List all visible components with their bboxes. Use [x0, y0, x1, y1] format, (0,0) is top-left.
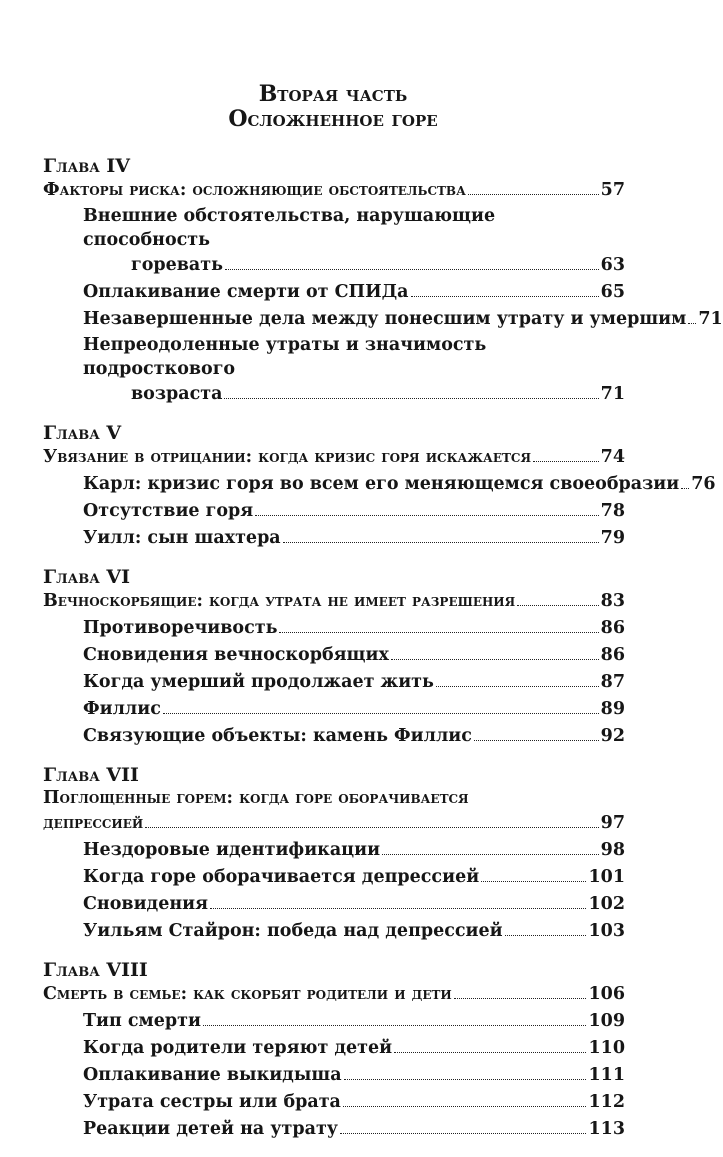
page-number: 97: [600, 813, 625, 833]
page-number: 78: [600, 501, 625, 521]
chapter-title: Увязание в отрицании: когда кризис горя искажается: [43, 447, 532, 467]
entry-title: Незавершенные дела между понесшим утрату и умершим: [83, 309, 687, 329]
dot-leader: [343, 1106, 587, 1107]
toc-entry[interactable]: [43, 669, 625, 696]
entry-title: Утрата сестры или брата: [83, 1092, 341, 1112]
entry-title: Когда родители теряют детей: [83, 1038, 393, 1058]
dot-leader: [382, 854, 599, 855]
dot-leader: [454, 998, 587, 999]
chapter-6: [43, 566, 625, 750]
dot-leader: [481, 881, 586, 882]
chapter-title: Смерть в семье: как скорбят родители и дети: [43, 984, 452, 1004]
page-number: 71: [698, 309, 723, 329]
toc-entry[interactable]: [43, 498, 625, 525]
entry-title: Связующие объекты: камень Филлис: [83, 726, 472, 746]
chapter-title: Факторы риска: осложняющие обстоятельства: [43, 180, 466, 200]
page-number: 86: [600, 618, 625, 638]
toc-entry[interactable]: [43, 252, 625, 279]
entry-title: Сновидения: [83, 894, 209, 914]
part-header: [0, 82, 666, 132]
entry-title: Сновидения вечноскорбящих: [83, 645, 389, 665]
page-number: 89: [600, 699, 625, 719]
toc-entry[interactable]: [43, 1062, 625, 1089]
dot-leader: [163, 713, 599, 714]
dot-leader: [255, 515, 598, 516]
entry-title: Противоречивость: [83, 618, 278, 638]
toc-entry[interactable]: [43, 1116, 625, 1143]
entry-title: Когда горе оборачивается депрессией: [83, 867, 480, 887]
entry-title: Реакции детей на утрату: [83, 1119, 339, 1139]
dot-leader: [517, 605, 598, 606]
page-number: 110: [588, 1038, 625, 1058]
page-number: 103: [588, 921, 625, 941]
page-number: 109: [588, 1011, 625, 1031]
toc-entry[interactable]: [43, 723, 625, 750]
dot-leader: [145, 827, 598, 828]
entry-title: Оплакивание смерти от СПИДа: [83, 282, 409, 302]
chapter-7: [43, 764, 625, 945]
toc-entry[interactable]: [43, 891, 625, 918]
entry-title: горевать: [131, 255, 223, 275]
page-number: 83: [600, 591, 625, 611]
entry-title: Отсутствие горя: [83, 501, 254, 521]
page-number: 74: [600, 447, 625, 467]
toc-entry[interactable]: [43, 279, 625, 306]
toc-entry[interactable]: [43, 1008, 625, 1035]
page-number: 101: [588, 867, 625, 887]
chapter-title-row[interactable]: [43, 444, 625, 471]
entry-title: Уильям Стайрон: победа над депрессией: [83, 921, 503, 941]
page-number: 63: [600, 255, 625, 275]
page-number: 76: [691, 474, 716, 494]
entry-title: Нездоровые идентификации: [83, 840, 381, 860]
chapter-5: [43, 422, 716, 552]
dot-leader: [344, 1079, 587, 1080]
chapter-label: Глава IV: [43, 155, 131, 177]
chapter-title-line[interactable]: Поглощенные горем: когда горе оборачивается: [43, 788, 469, 808]
chapter-4: [43, 155, 723, 408]
page-number: 87: [600, 672, 625, 692]
chapter-title-row[interactable]: [43, 981, 625, 1008]
toc-entry[interactable]: [43, 615, 625, 642]
chapter-8: [43, 959, 625, 1143]
page-number: 92: [600, 726, 625, 746]
toc-entry[interactable]: [43, 918, 625, 945]
page-number: 65: [600, 282, 625, 302]
dot-leader: [411, 296, 599, 297]
toc-entry[interactable]: [43, 306, 723, 333]
dot-leader: [505, 935, 587, 936]
toc-entry[interactable]: [43, 837, 625, 864]
chapter-label: Глава VII: [43, 764, 139, 786]
chapter-label: Глава V: [43, 422, 122, 444]
dot-leader: [279, 632, 598, 633]
page-number: 106: [588, 984, 625, 1004]
entry-title: Уилл: сын шахтера: [83, 528, 281, 548]
dot-leader: [391, 659, 599, 660]
toc-entry[interactable]: [43, 1035, 625, 1062]
toc-entry[interactable]: [43, 696, 625, 723]
entry-title: Тип смерти: [83, 1011, 201, 1031]
toc-entry[interactable]: [43, 525, 625, 552]
dot-leader: [224, 398, 598, 399]
toc-entry[interactable]: [43, 381, 625, 408]
dot-leader: [681, 488, 689, 489]
dot-leader: [474, 740, 599, 741]
dot-leader: [203, 1025, 587, 1026]
dot-leader: [340, 1133, 586, 1134]
entry-title: Карл: кризис горя во всем его меняющемся своеобразии: [83, 474, 680, 494]
page-number: 102: [588, 894, 625, 914]
chapter-title: депрессией: [43, 813, 144, 833]
page-number: 79: [600, 528, 625, 548]
chapter-title: Вечноскорбящие: когда утрата не имеет разрешения: [43, 591, 516, 611]
chapter-title-row[interactable]: [43, 810, 625, 837]
toc-entry[interactable]: [43, 864, 625, 891]
toc-entry[interactable]: [43, 471, 716, 498]
page-number: 98: [600, 840, 625, 860]
toc-entry-line[interactable]: Внешние обстоятельства, нарушающие способность: [83, 206, 496, 250]
page-number: 112: [588, 1092, 625, 1112]
dot-leader: [225, 269, 599, 270]
toc-entry-line[interactable]: Непреодоленные утраты и значимость подросткового: [83, 335, 487, 379]
page-number: 111: [588, 1065, 625, 1085]
dot-leader: [394, 1052, 586, 1053]
part-title: Вторая часть: [258, 81, 408, 107]
page-number: 57: [600, 180, 625, 200]
entry-title: возраста: [131, 384, 223, 404]
dot-leader: [210, 908, 586, 909]
part-subtitle: Осложненное горе: [228, 106, 438, 132]
page-number: 113: [588, 1119, 625, 1139]
toc-entry[interactable]: [43, 642, 625, 669]
dot-leader: [436, 686, 599, 687]
chapter-label: Глава VI: [43, 566, 131, 588]
toc-entry[interactable]: [43, 1089, 625, 1116]
dot-leader: [533, 461, 599, 462]
page-number: 86: [600, 645, 625, 665]
dot-leader: [688, 323, 696, 324]
table-of-contents: [43, 155, 723, 1157]
dot-leader: [468, 194, 599, 195]
chapter-label: Глава VIII: [43, 959, 148, 981]
entry-title: Когда умерший продолжает жить: [83, 672, 434, 692]
page-number: 71: [600, 384, 625, 404]
dot-leader: [283, 542, 599, 543]
chapter-title-row[interactable]: [43, 588, 625, 615]
entry-title: Оплакивание выкидыша: [83, 1065, 342, 1085]
entry-title: Филлис: [83, 699, 161, 719]
chapter-title-row[interactable]: [43, 177, 625, 204]
